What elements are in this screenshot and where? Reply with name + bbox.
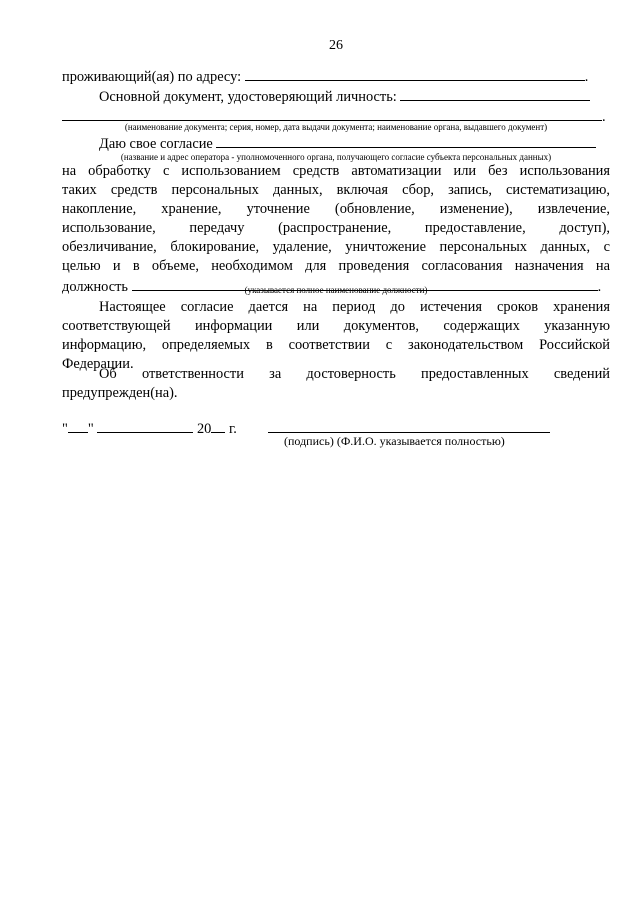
date-line [62,418,237,439]
period-text-line: информацию, определяемых в соответствии с законодательством Российской [62,337,610,353]
quote-close: " [87,421,94,437]
address-label: проживающий(ая) по адресу: [62,69,242,85]
operator-field[interactable] [216,133,596,148]
responsibility-paragraph [62,365,610,403]
position-caption: (указывается полное наименование должности) [244,285,428,295]
address-end: . [584,69,589,85]
consent-label: Даю свое согласие [99,136,213,152]
id-doc-caption: (наименование документа; серия, номер, дата выдачи документа; наименование органа, выдавшего документ) [124,122,548,132]
consent-text-line: накопление, хранение, уточнение (обновление, изменение), извлечение, [62,201,610,217]
signature-field[interactable] [268,418,550,433]
address-field[interactable] [245,66,585,81]
period-text-line: Настоящее согласие дается на период до истечения сроков хранения [99,299,610,315]
year-prefix: 20 [196,421,212,437]
id-doc-field-2[interactable] [62,106,602,121]
id-doc-line [99,86,590,107]
position-label: должность [62,279,128,295]
page-number: 26 [329,38,343,53]
consent-text-line: использование, передачу (распространение, предоставление, доступ), [62,220,610,236]
period-text-line: соответствующей информации или документов, содержащих указанную [62,318,610,334]
consent-line [99,133,596,154]
month-field[interactable] [97,418,193,433]
consent-text-line: обезличивание, блокирование, удаление, уничтожение персональных данных, с [62,239,610,255]
year-field[interactable] [211,418,225,433]
period-paragraph [62,298,610,374]
signature-caption: (подпись) (Ф.И.О. указывается полностью) [284,434,505,448]
year-suffix: г. [228,421,237,437]
operator-caption: (название и адрес оператора - уполномоченного органа, получающего согласие субъекта персональных данных) [120,152,552,162]
consent-text-line: таких средств персональных данных, включая сбор, запись, систематизацию, [62,182,610,198]
id-doc-field[interactable] [400,86,590,101]
address-line [62,66,588,87]
consent-text-line: целью и в объеме, необходимом для проведения согласования назначения на [62,258,610,274]
period-text-line: Федерации. [62,356,134,372]
quote-open: " [62,421,68,437]
responsibility-text-line: Об ответственности за достоверность предоставленных сведений [99,366,610,382]
id-doc-label: Основной документ, удостоверяющий личность: [99,89,397,105]
position-end: . [597,279,602,295]
id-doc-end: . [602,109,606,125]
consent-text-line: на обработку с использованием средств автоматизации или без использования [62,163,610,179]
day-field[interactable] [68,418,88,433]
consent-body [62,162,610,276]
responsibility-text-line: предупрежден(на). [62,385,178,401]
